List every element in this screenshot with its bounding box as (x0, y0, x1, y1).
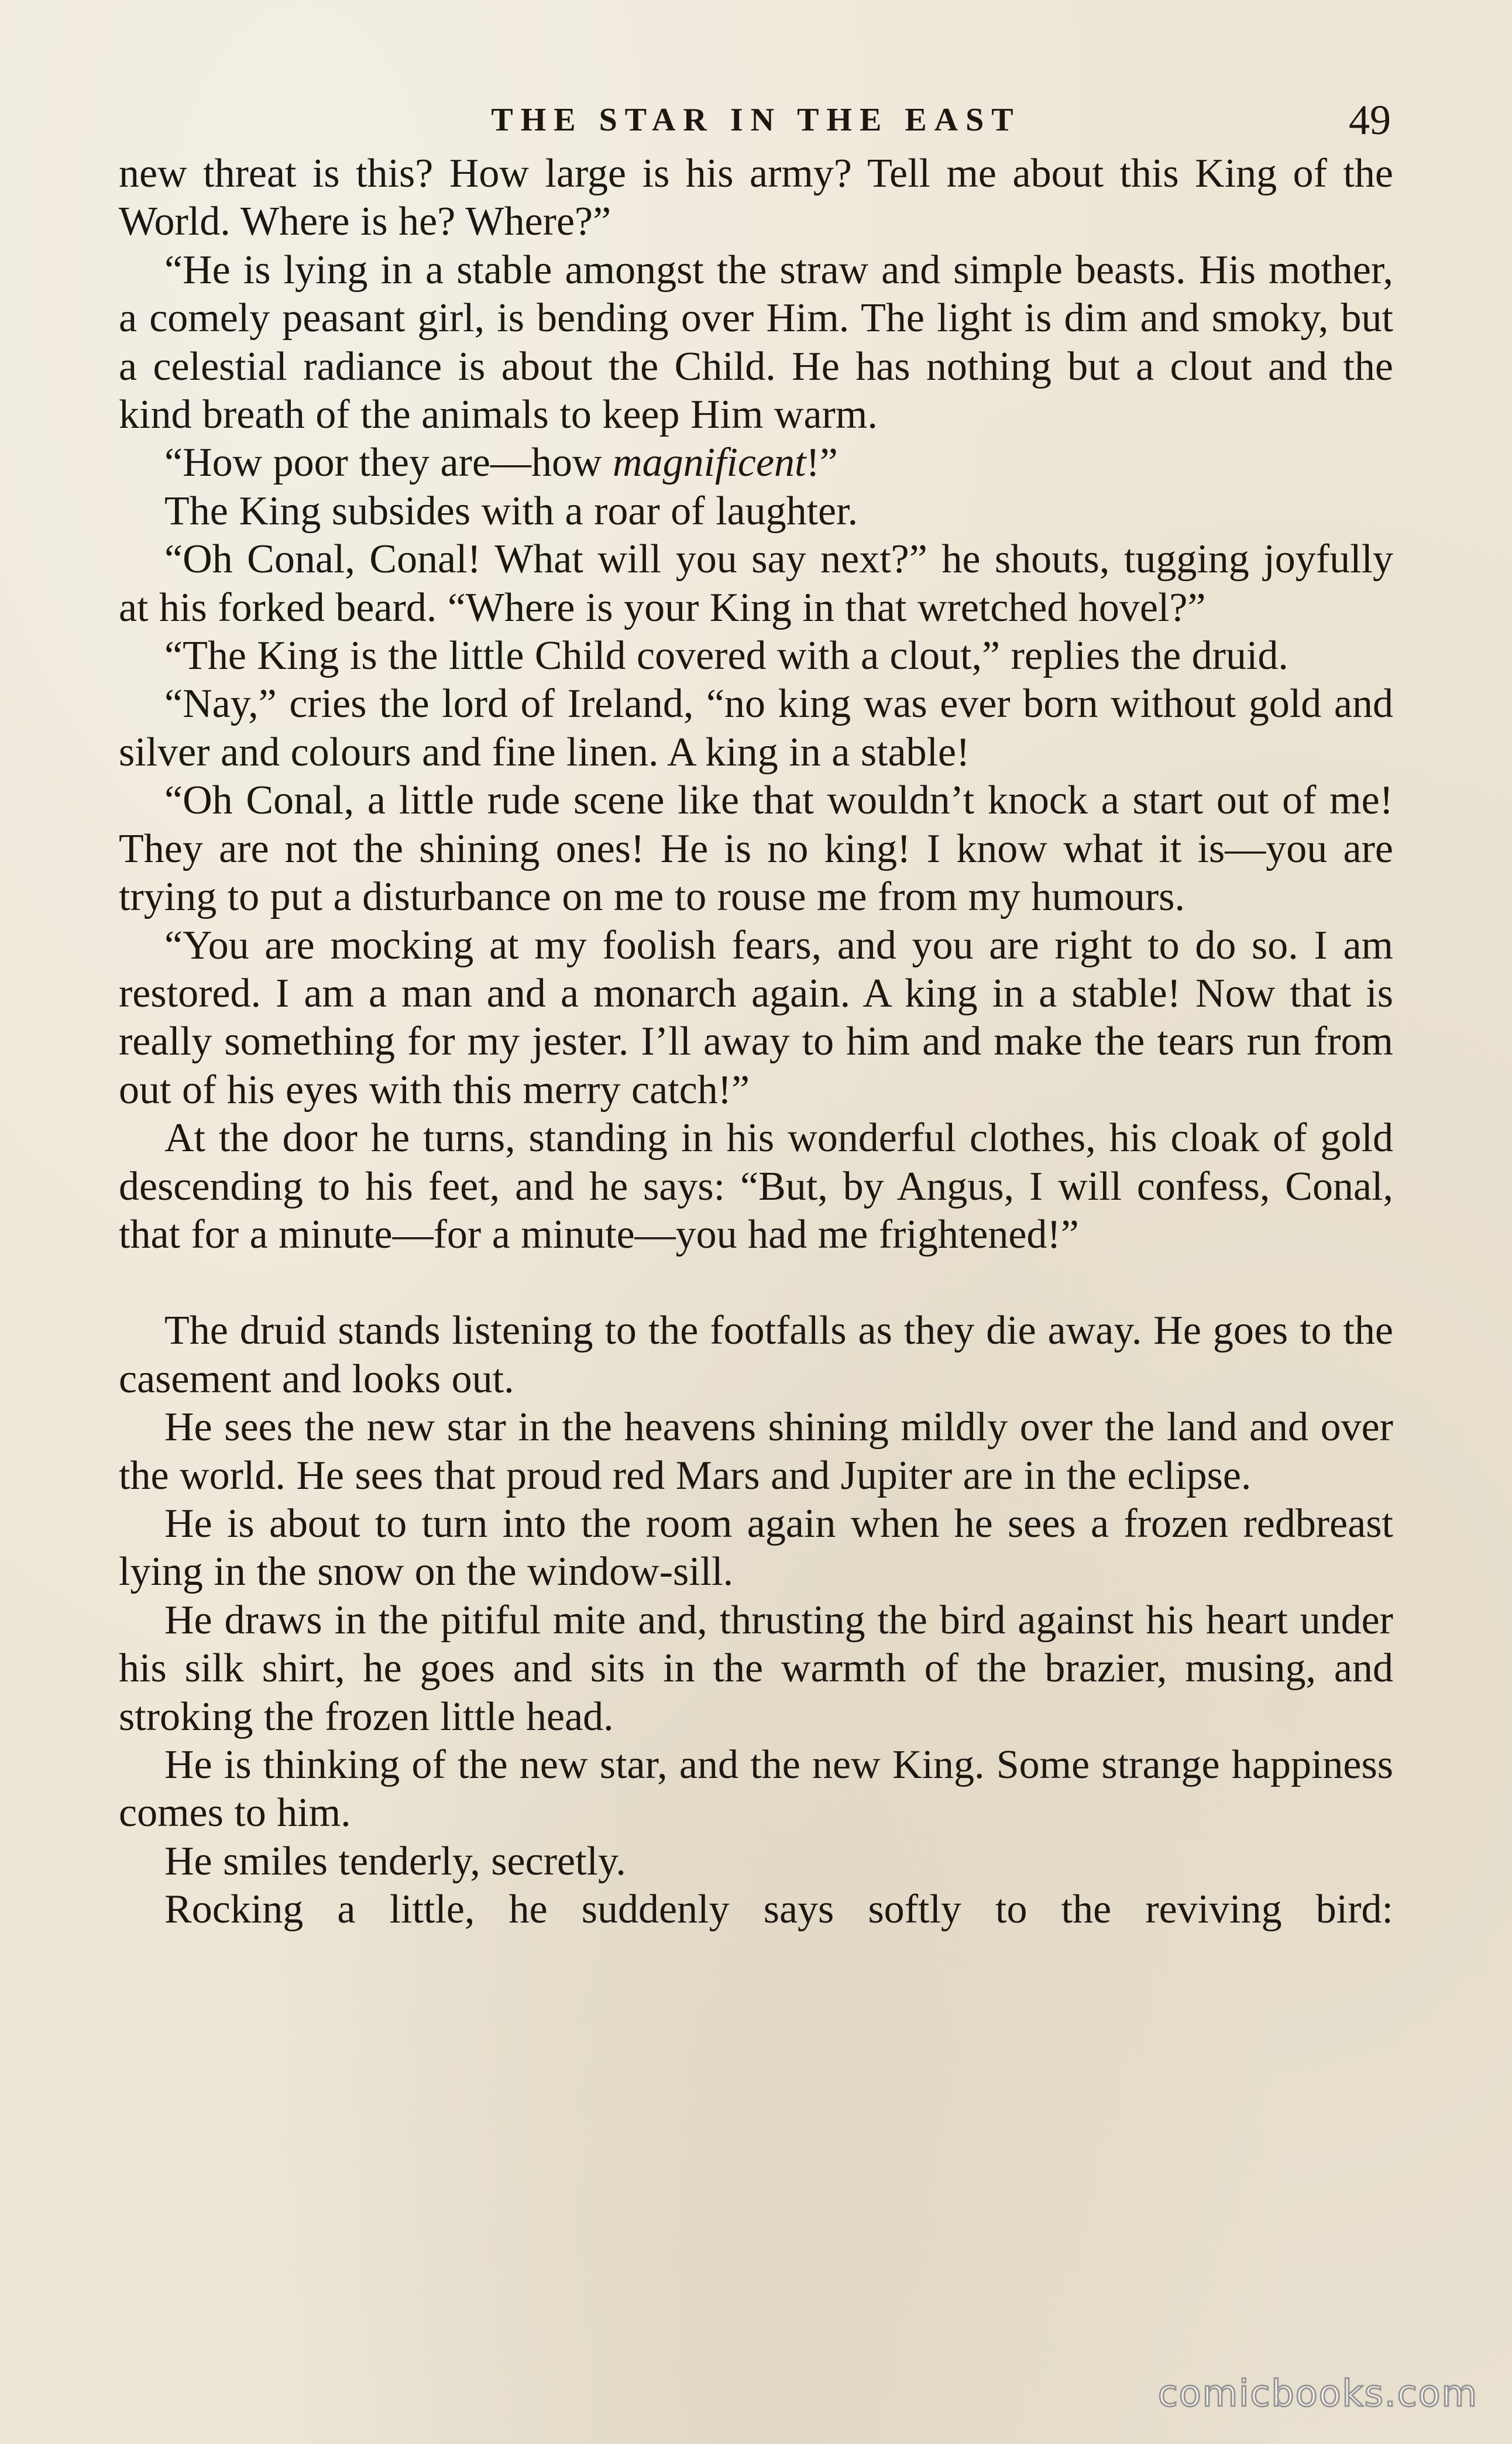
paragraph-2: “He is lying in a stable amongst the straw and simple beasts. His mother, a comely peasant girl, is bending over Him. The light is dim and smoky, but a celestial radiance is about the Child. He has nothing but a clout and the kind breath of the animals to keep Him warm. (119, 247, 1393, 438)
paragraph-10: At the door he turns, standing in his wonderful clothes, his cloak of gold descending to his feet, and he says: “But, by Angus, I will confess, Conal, that for a minute—for a minute—you had me frightened!” (119, 1115, 1393, 1257)
paragraph-15: He is thinking of the new star, and the new King. Some strange happiness comes to him. (119, 1742, 1393, 1836)
paragraph-14: He draws in the pitiful mite and, thrusting the bird against his heart under his silk shirt, he goes and sits in the warmth of the brazier, musing, and stroking the frozen little head. (119, 1597, 1393, 1739)
paragraph-17: Rocking a little, he suddenly says softly to the reviving bird: (164, 1887, 1393, 1932)
paragraph-13: He is about to turn into the room again when he sees a frozen redbreast lying in the snow on the window-sill. (119, 1501, 1393, 1595)
body-text (119, 150, 1393, 1934)
emphasis-magnificent: magnificent (613, 440, 806, 486)
running-title: THE STAR IN THE EAST (491, 102, 1021, 138)
paragraph-4: The King subsides with a roar of laughter. (164, 488, 858, 534)
page-number: 49 (1349, 97, 1391, 143)
paragraph-12: He sees the new star in the heavens shining mildly over the land and over the world. He sees that proud red Mars and Jupiter are in the eclipse. (119, 1405, 1393, 1498)
paragraph-11: The druid stands listening to the footfalls as they die away. He goes to the casement and looks out. (119, 1308, 1393, 1402)
watermark: comicbooks.com (1157, 2372, 1478, 2415)
page-header (119, 99, 1393, 150)
paragraph-3 (119, 439, 1393, 487)
paragraph-7: “Nay,” cries the lord of Ireland, “no king was ever born without gold and silver and colours and fine linen. A king in a stable! (119, 681, 1393, 775)
paragraph-3-end: !” (806, 440, 838, 486)
paragraph-1: new threat is this? How large is his army? Tell me about this King of the World. Where is he? Where?” (119, 151, 1393, 245)
paragraph-16: He smiles tenderly, secretly. (164, 1838, 626, 1884)
paragraph-3-text: “How poor they are—how (164, 440, 613, 486)
book-page (119, 99, 1393, 1934)
paragraph-5: “Oh Conal, Conal! What will you say next?” he shouts, tugging joyfully at his forked beard. “Where is your King in that wretched hovel?” (119, 537, 1393, 630)
paragraph-8: “Oh Conal, a little rude scene like that wouldn’t knock a start out of me! They are not the shining ones! He is no king! I know what it is—you are trying to put a disturbance on me to rouse me from my humours. (119, 778, 1393, 920)
paragraph-6: “The King is the little Child covered with a clout,” replies the druid. (164, 633, 1288, 679)
paragraph-9: “You are mocking at my foolish fears, and you are right to do so. I am restored. I am a man and a monarch again. A king in a stable! Now that is really something for my jester. I’ll away to him and make the tears run from out of his eyes with this merry catch!” (119, 922, 1393, 1113)
